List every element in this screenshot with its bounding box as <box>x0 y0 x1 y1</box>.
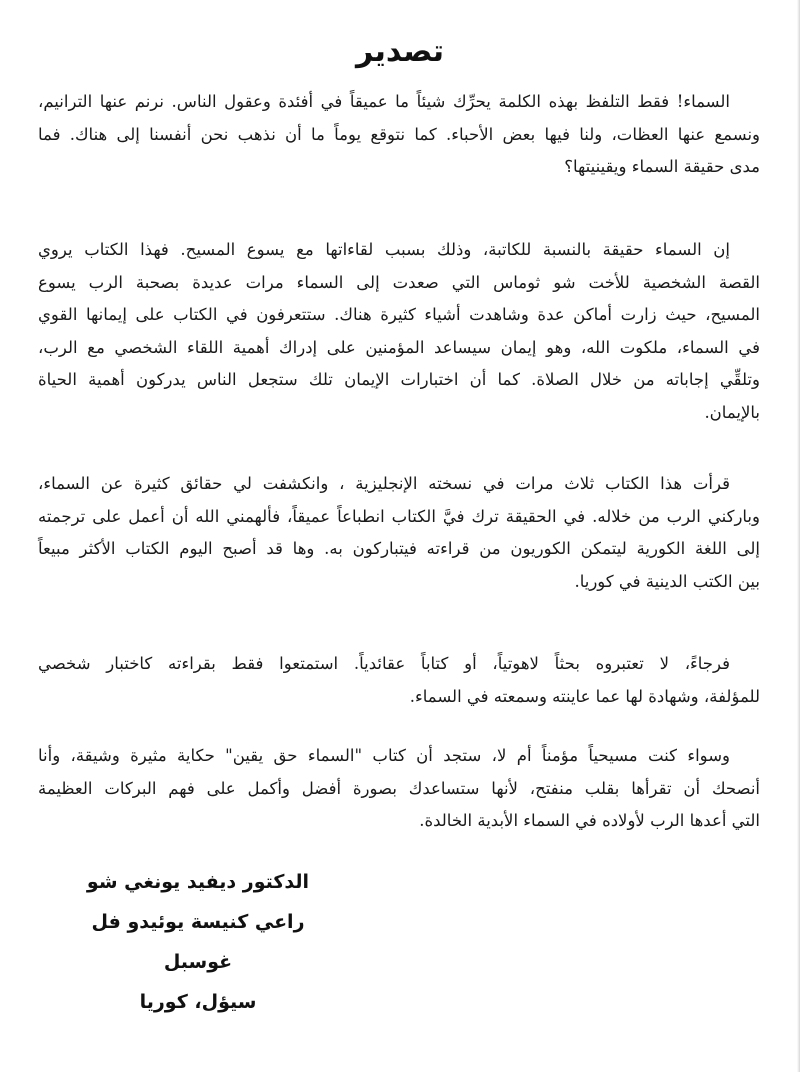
paragraph-line: فرجاءً، لا تعتبروه بحثاً لاهوتياً، أو كتاباً عقائدياً. استمتعوا فقط بقراءته كاختبار شخصي <box>38 654 730 673</box>
paragraph-line: السماء! فقط التلفظ بهذه الكلمة يحرِّك شيئاً ما عميقاً في أفئدة وعقول الناس. نرنم عنها الترانيم، <box>38 92 730 111</box>
paragraph-3 <box>38 468 760 598</box>
paragraph-line: وتلقِّي إجاباته من خلال الصلاة. كما أن اختبارات الإيمان تلك ستجعل الناس يدركون أهمية الحياة <box>38 370 760 389</box>
paragraph-2 <box>38 234 760 429</box>
page-title: تصدير <box>355 34 445 69</box>
paragraph-line: في السماء، ملكوت الله، وهو إيمان سيساعد المؤمنين على إدراك أهمية اللقاء الشخصي مع الرب، <box>38 337 760 357</box>
paragraph-line: وسواء كنت مسيحياً مؤمناً أم لا، ستجد أن كتاب "السماء حق يقين" حكاية مثيرة وشيقة، وأنا <box>38 746 730 765</box>
paragraph-line: وباركني الرب من خلاله. في الحقيقة ترك فيَّ الكتاب انطباعاً عميقاً، فألهمني الله أن أعمل على ترجمته <box>38 506 760 526</box>
paragraph-line: بين الكتب الدينية في كوريا. <box>574 571 760 591</box>
signature-location: سيؤل، كوريا <box>139 991 257 1013</box>
paragraph-1 <box>38 86 760 184</box>
paragraph-line: بالإيمان. <box>704 402 760 422</box>
signature-block <box>68 862 328 1022</box>
signature-name: الدكتور ديفيد يونغي شو <box>86 871 310 893</box>
paragraph-line: للمؤلفة، وشهادة لها عما عاينته وسمعته في السماء. <box>409 686 760 706</box>
paragraph-line: التي أعدها الرب لأولاده في السماء الأبدية الخالدة. <box>419 811 760 830</box>
paragraph-line: المسيح، حيث زارت أماكن عدة وشاهدت أشياء كثيرة هناك. ستتعرفون في الكتاب على إيمانها القوي <box>38 305 760 324</box>
paragraph-line: إلى اللغة الكورية ليتمكن الكوريون من قراءته فيتباركون به. وها قد أصبح اليوم الكتاب الأكثر مبيعاً <box>38 539 760 558</box>
paragraph-5 <box>38 740 760 838</box>
paragraph-line: ونسمع عنها العظات، ولنا فيها بعض الأحباء. كما نتوقع يوماً ما أن نذهب نحن أنفسنا إلى هناك. فما <box>38 124 760 144</box>
paragraph-line: قرأت هذا الكتاب ثلاث مرات في نسخته الإنجليزية ، وانكشفت لي حقائق كثيرة عن السماء، <box>38 474 730 493</box>
signature-role: راعي كنيسة يوئيدو فل غوسبل <box>91 911 305 973</box>
paragraph-line: إن السماء حقيقة بالنسبة للكاتبة، وذلك بسبب لقاءاتها مع يسوع المسيح. فهذا الكتاب يروي <box>38 240 730 259</box>
paragraph-line: مدى حقيقة السماء ويقينيتها؟ <box>564 157 760 176</box>
paragraph-4 <box>38 648 760 713</box>
paragraph-line: أنصحك أن تقرأها بقلب منفتح، لأنها ستساعدك بصورة أفضل وأكمل على فهم البركات العظيمة <box>38 778 760 798</box>
paragraph-line: القصة الشخصية للأخت شو ثوماس التي صعدت إلى السماء مرات عديدة بصحبة الرب يسوع <box>38 272 760 292</box>
